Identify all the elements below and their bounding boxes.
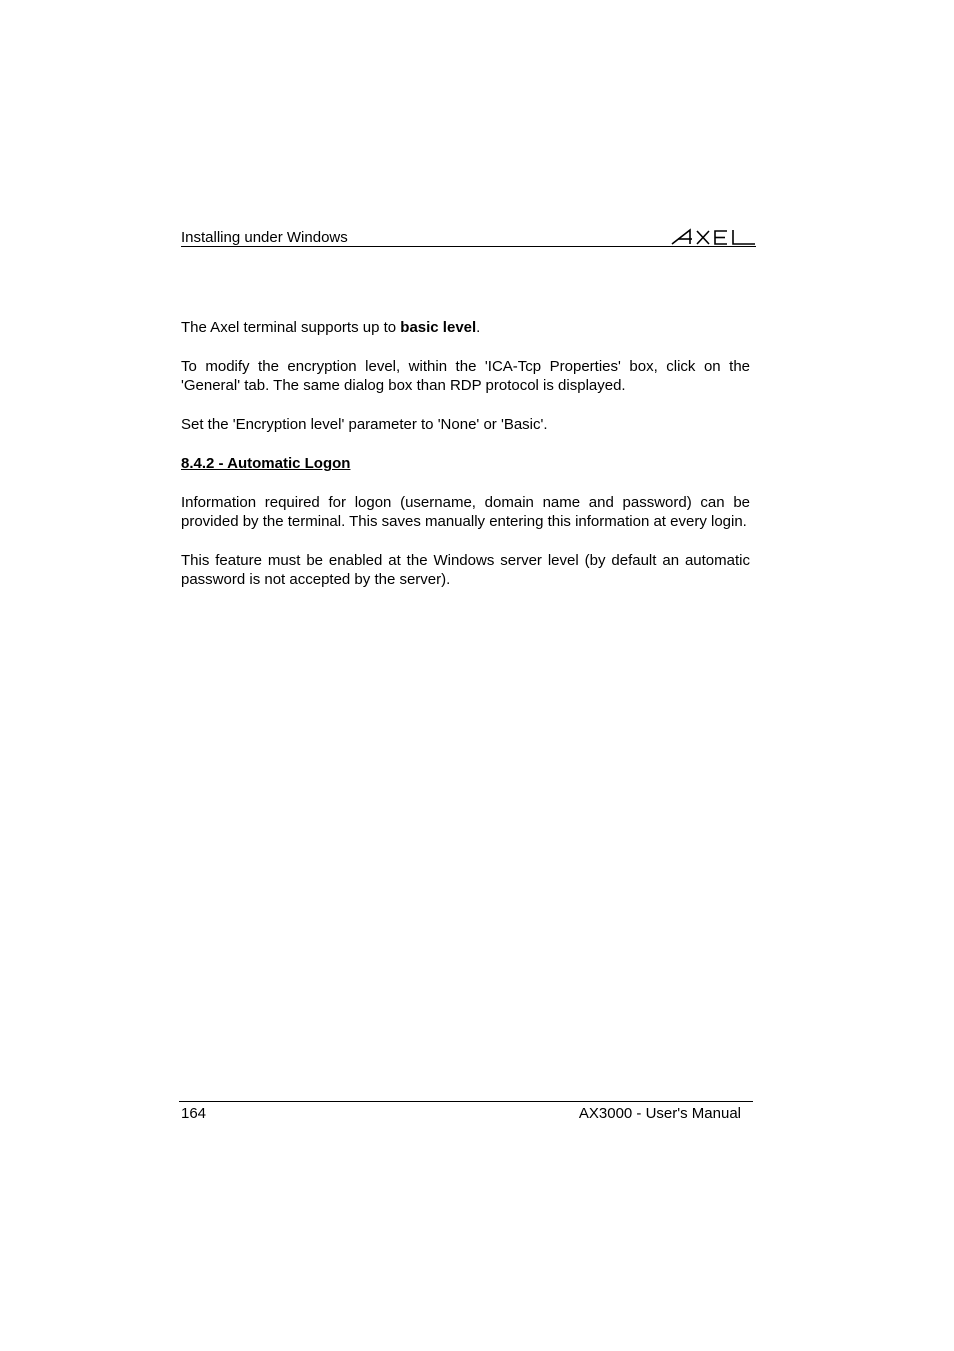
document-title: AX3000 - User's Manual (578, 1105, 741, 1122)
page-footer (179, 1101, 753, 1122)
paragraph-text: . (476, 319, 481, 336)
paragraph-text: The Axel terminal supports up to (181, 319, 401, 336)
page-content (181, 318, 750, 609)
paragraph-set-encryption: Set the 'Encryption level' parameter to 'None' or 'Basic'. (181, 416, 548, 433)
axel-logo-icon (670, 226, 756, 246)
paragraph-logon-info: Information required for logon (username, domain name and password) can be provided by the terminal. This saves manually entering this information at every login. (181, 494, 750, 530)
bold-text: basic level (400, 319, 477, 336)
paragraph-support-level (181, 318, 750, 337)
paragraph-feature-enabled: This feature must be enabled at the Windows server level (by default an automatic password is not accepted by the server). (181, 552, 750, 588)
page-header (181, 224, 756, 247)
paragraph-modify-encryption: To modify the encryption level, within the 'ICA-Tcp Properties' box, click on the 'General' tab. The same dialog box than RDP protocol is displayed. (181, 358, 750, 394)
header-section-title: Installing under Windows (181, 229, 348, 246)
section-heading: 8.4.2 - Automatic Logon (181, 455, 351, 472)
page-number: 164 (181, 1105, 207, 1122)
